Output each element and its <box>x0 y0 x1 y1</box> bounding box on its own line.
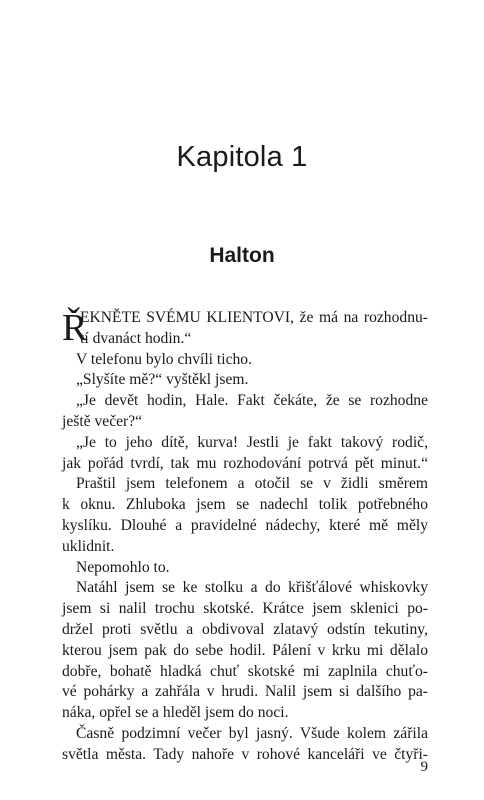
body-text <box>62 308 428 766</box>
text-line-7: „Je to jeho dítě, kurva! Jestli je fakt takový rodič, <box>76 433 428 451</box>
drop-cap: Ř <box>62 307 88 349</box>
section-title: Halton <box>209 244 275 267</box>
text-line-17: kterou jsem pak do sebe hodil. Pálení v krku mi dělalo <box>62 641 428 659</box>
text-line-2: tí dvanáct hodin.“ <box>80 329 192 347</box>
text-line-8: jak pořád tvrdí, tak mu rozhodování potrvá pět minut.“ <box>62 454 428 472</box>
text-line-9: Praštil jsem telefonem a otočil se v židli směrem <box>76 475 428 493</box>
text-line-14: Natáhl jsem se ke stolku a do křišťálové whiskovky <box>76 579 428 597</box>
text-line-5: „Je devět hodin, Hale. Fakt čekáte, že se rozhodne <box>76 392 428 410</box>
text-line-11: kyslíku. Dlouhé a pravidelné nádechy, které mě měly <box>62 516 428 534</box>
text-line-4: „Slyšíte mě?“ vyštěkl jsem. <box>76 371 249 389</box>
chapter-title: Kapitola 1 <box>176 141 308 173</box>
text-line-12: uklidnit. <box>62 537 115 555</box>
text-line-3: V telefonu bylo chvíli ticho. <box>76 350 252 368</box>
page-number: 9 <box>420 759 428 775</box>
text-line-18: dobře, bohatě hladká chuť skotské mi zaplnila chuťo- <box>62 662 428 680</box>
text-line-15: jsem si nalil trochu skotské. Krátce jsem sklenici po- <box>62 600 428 618</box>
text-line-19: vé pohárky a zahřála v hrudi. Nalil jsem si dalšího pa- <box>62 683 428 701</box>
text-line-16: držel proti světlu a obdivoval zlatavý odstín tekutiny, <box>62 620 428 638</box>
text-line-10: k oknu. Zhluboka jsem se nadechl tolik potřebného <box>62 496 428 514</box>
text-line-1-content: EKNĚTE SVÉMU KLIENTOVI, že má na rozhodnu- <box>80 309 428 326</box>
text-line-13: Nepomohlo to. <box>76 558 170 576</box>
text-line-20: náka, opřel se a hleděl jsem do noci. <box>62 704 289 722</box>
text-line-22: světla města. Tady nahoře v rohové kanceláři ve čtyři- <box>62 745 428 763</box>
text-line-21: Časně podzimní večer byl jasný. Všude kolem zářila <box>76 724 428 742</box>
text-line-6: ještě večer?“ <box>62 412 143 430</box>
